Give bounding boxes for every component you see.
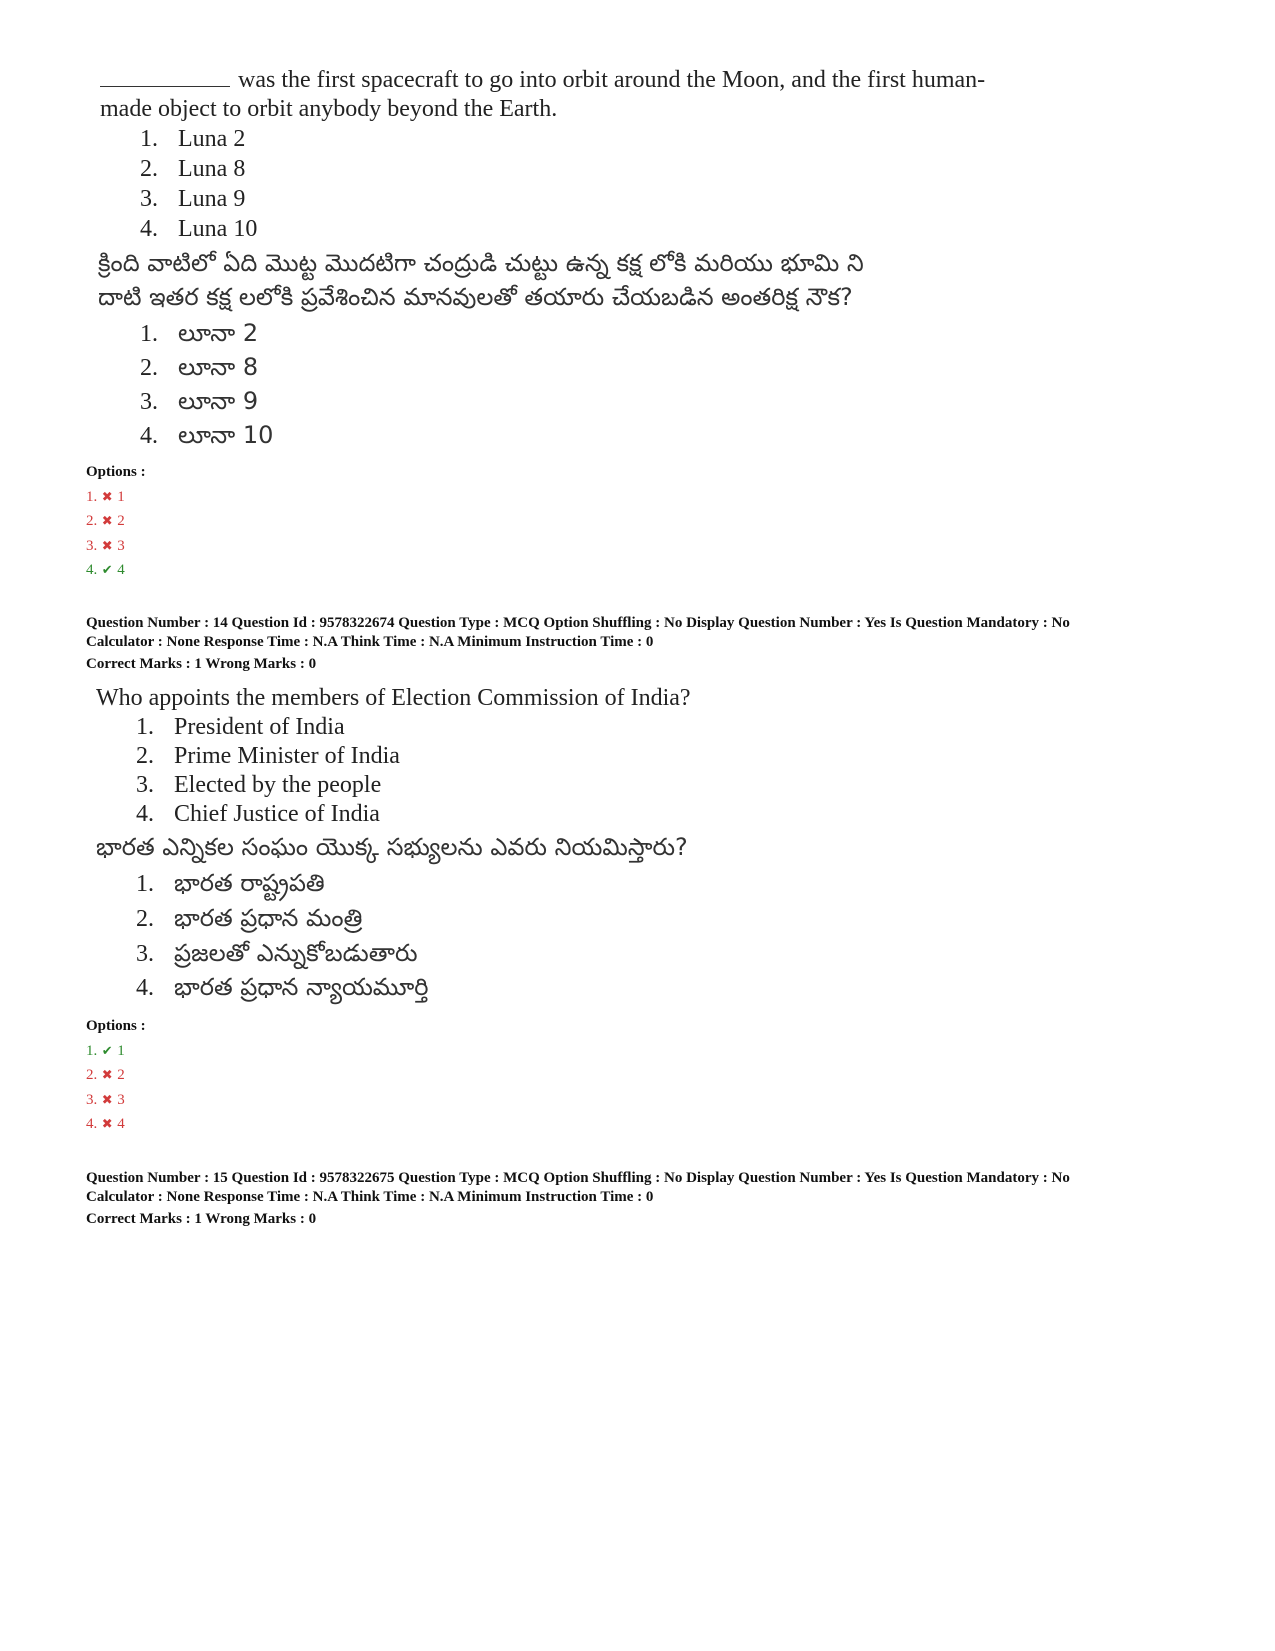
q14-te-choice-1: 1. భారత రాష్ట్రపతి xyxy=(136,869,325,897)
q14-te-choice-3: 3. ప్రజలతో ఎన్నుకోబడుతారు xyxy=(136,939,418,967)
q14-en-choice-2: 2. Prime Minister of India xyxy=(136,743,400,769)
q13-english-line-2: made object to orbit anybody beyond the Earth. xyxy=(100,96,558,122)
q13-te-choice-4: 4. లూనా 10 xyxy=(140,421,274,449)
cross-icon: ✖ xyxy=(101,489,113,504)
q13-telugu-line-1: క్రింది వాటిలో ఏది మొట్ట మొదటిగా చంద్రుడి చుట్టు ఉన్న కక్ష లోకి మరియు భూమి ని xyxy=(98,249,864,277)
q14-en-choice-1: 1. President of India xyxy=(136,714,345,740)
cross-icon: ✖ xyxy=(101,1092,113,1107)
q13-option-4: 4. ✔ 4 xyxy=(86,562,125,578)
q13-english-line-1: was the first spacecraft to go into orbit around the Moon, and the first human- xyxy=(100,64,985,95)
q14-options-label: Options : xyxy=(86,1018,146,1034)
q13-option-3: 3. ✖ 3 xyxy=(86,538,125,554)
q13-te-choice-2: 2. లూనా 8 xyxy=(140,353,259,381)
cross-icon: ✖ xyxy=(101,1067,113,1082)
q15-meta-line-2: Calculator : None Response Time : N.A Think Time : N.A Minimum Instruction Time : 0 xyxy=(86,1189,654,1205)
check-icon: ✔ xyxy=(101,562,113,577)
q13-en-choice-3: 3. Luna 9 xyxy=(140,186,246,212)
q14-english-question: Who appoints the members of Election Commission of India? xyxy=(96,685,691,711)
q13-te-choice-3: 3. లూనా 9 xyxy=(140,387,259,415)
q13-en-choice-1: 1. Luna 2 xyxy=(140,126,246,152)
cross-icon: ✖ xyxy=(101,513,113,528)
q14-en-choice-3: 3. Elected by the people xyxy=(136,772,382,798)
fill-in-blank xyxy=(100,64,230,87)
q13-en-choice-2: 2. Luna 8 xyxy=(140,156,246,182)
q14-option-3: 3. ✖ 3 xyxy=(86,1092,125,1108)
q13-option-2: 2. ✖ 2 xyxy=(86,513,125,529)
q15-meta-line-1: Question Number : 15 Question Id : 9578322675 Question Type : MCQ Option Shuffling : No Display Question Number : Yes Is Question Mandatory : No xyxy=(86,1170,1070,1186)
q13-en-choice-4: 4. Luna 10 xyxy=(140,216,258,242)
cross-icon: ✖ xyxy=(101,1116,113,1131)
q14-option-4: 4. ✖ 4 xyxy=(86,1116,125,1132)
q14-meta-line-2: Calculator : None Response Time : N.A Think Time : N.A Minimum Instruction Time : 0 xyxy=(86,634,654,650)
q13-te-choice-1: 1. లూనా 2 xyxy=(140,319,259,347)
q15-meta-line-3: Correct Marks : 1 Wrong Marks : 0 xyxy=(86,1211,317,1227)
q14-en-choice-4: 4. Chief Justice of India xyxy=(136,801,380,827)
cross-icon: ✖ xyxy=(101,538,113,553)
q13-telugu-line-2: దాటి ఇతర కక్ష లలోకి ప్రవేశించిన మానవులతో తయారు చేయబడిన అంతరిక్ష నౌక? xyxy=(98,283,853,311)
q14-option-2: 2. ✖ 2 xyxy=(86,1067,125,1083)
q14-telugu-question: భారత ఎన్నికల సంఘం యొక్క సభ్యులను ఎవరు నియమిస్తారు? xyxy=(96,833,688,861)
q13-options-label: Options : xyxy=(86,464,146,480)
q14-meta-line-1: Question Number : 14 Question Id : 9578322674 Question Type : MCQ Option Shuffling : No Display Question Number : Yes Is Question Mandatory : No xyxy=(86,615,1070,631)
q13-option-1: 1. ✖ 1 xyxy=(86,489,125,505)
q14-te-choice-2: 2. భారత ప్రధాన మంత్రి xyxy=(136,904,363,932)
check-icon: ✔ xyxy=(101,1043,113,1058)
q14-meta-line-3: Correct Marks : 1 Wrong Marks : 0 xyxy=(86,656,317,672)
q14-te-choice-4: 4. భారత ప్రధాన న్యాయమూర్తి xyxy=(136,973,429,1001)
q14-option-1: 1. ✔ 1 xyxy=(86,1043,125,1059)
